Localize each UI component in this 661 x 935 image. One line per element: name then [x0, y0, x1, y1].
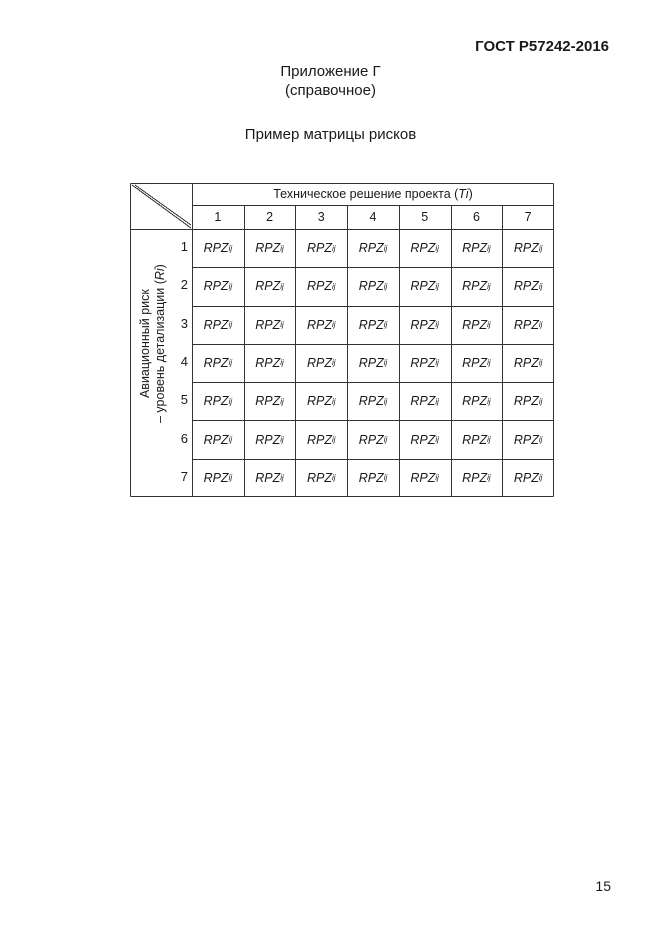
risk-cell-label: RPZ: [462, 432, 488, 447]
risk-cell-label: RPZ: [203, 241, 229, 256]
column-number: 1: [214, 210, 222, 224]
risk-cell-label: RPZ: [462, 279, 488, 294]
risk-cell-subscript: ij: [228, 435, 233, 445]
row-number: 4: [180, 354, 188, 369]
risk-cell-label: RPZ: [255, 470, 281, 485]
risk-cell-subscript: ij: [435, 358, 439, 368]
column-group-header-suffix: ): [468, 187, 473, 201]
risk-cell-subscript: ij: [331, 435, 336, 445]
risk-cell: [244, 459, 296, 497]
risk-cell-subscript: ij: [435, 473, 439, 483]
risk-cell-subscript: ij: [383, 243, 388, 253]
risk-cell-subscript: ij: [228, 243, 233, 253]
risk-cell-label: RPZ: [255, 355, 281, 370]
risk-cell-label: RPZ: [513, 470, 539, 485]
risk-cell-label: RPZ: [306, 432, 332, 447]
row-number: 5: [180, 392, 188, 408]
risk-cell-label: RPZ: [462, 355, 488, 370]
risk-cell: [244, 344, 296, 382]
row-group-header-line2-suffix: ): [153, 264, 167, 269]
risk-cell: [347, 229, 399, 267]
risk-cell: [399, 306, 451, 344]
column-number: 4: [369, 210, 377, 224]
risk-cell: [295, 459, 347, 497]
risk-cell-label: RPZ: [513, 241, 539, 256]
risk-cell-subscript: ij: [435, 435, 439, 445]
column-number: 6: [472, 210, 480, 224]
risk-cell: [295, 229, 347, 267]
risk-cell-label: RPZ: [255, 279, 281, 294]
risk-cell-subscript: ij: [280, 396, 284, 406]
risk-cell-label: RPZ: [358, 279, 384, 294]
risk-cell-label: RPZ: [513, 317, 539, 332]
risk-cell: [244, 267, 296, 305]
risk-cell: [244, 382, 296, 420]
risk-cell-subscript: ij: [228, 358, 233, 368]
risk-cell-label: RPZ: [255, 394, 281, 409]
risk-cell-subscript: ij: [383, 396, 388, 406]
risk-cell-label: RPZ: [203, 432, 229, 447]
column-group-header-prefix: Техническое решение проекта (: [273, 187, 459, 201]
risk-cell: [502, 459, 554, 497]
risk-cell-label: RPZ: [410, 470, 436, 485]
risk-cell-label: RPZ: [358, 241, 384, 256]
corner-diagonal-line: [132, 185, 191, 228]
risk-cell-label: RPZ: [358, 317, 384, 332]
row-number: 6: [180, 430, 188, 446]
risk-cell-subscript: ij: [487, 473, 491, 483]
risk-cell: [192, 306, 244, 344]
risk-cell-subscript: ij: [331, 358, 336, 368]
risk-cell: [502, 306, 554, 344]
risk-cell: [451, 382, 503, 420]
risk-cell: [502, 344, 554, 382]
risk-cell-subscript: ij: [538, 320, 543, 330]
risk-cell: [399, 420, 451, 458]
risk-cell: [347, 267, 399, 305]
risk-cell: [347, 420, 399, 458]
risk-cell-subscript: ij: [383, 281, 388, 291]
document-standard-number: ГОСТ Р57242-2016: [475, 38, 609, 55]
risk-cell-subscript: ij: [331, 473, 336, 483]
risk-matrix-table: [130, 183, 554, 497]
risk-cell-subscript: ij: [383, 320, 388, 330]
risk-cell: [192, 344, 244, 382]
column-number: 7: [524, 210, 532, 224]
risk-cell: [347, 306, 399, 344]
risk-cell-label: RPZ: [358, 394, 384, 409]
risk-cell-subscript: ij: [383, 473, 388, 483]
risk-cell: [502, 267, 554, 305]
risk-cell-label: RPZ: [255, 241, 281, 256]
risk-cell: [502, 382, 554, 420]
risk-cell-subscript: ij: [383, 358, 388, 368]
row-number: 1: [180, 239, 188, 255]
row-number: 2: [180, 277, 188, 293]
risk-cell-subscript: ij: [538, 281, 543, 291]
risk-cell-label: RPZ: [358, 355, 384, 370]
risk-cell-label: RPZ: [255, 317, 281, 332]
risk-cell-subscript: ij: [435, 320, 439, 330]
risk-cell-subscript: ij: [538, 435, 543, 445]
risk-cell-subscript: ij: [331, 396, 336, 406]
risk-cell-subscript: ij: [538, 473, 543, 483]
risk-cell-label: RPZ: [306, 241, 332, 256]
risk-cell: [451, 420, 503, 458]
risk-cell-label: RPZ: [306, 394, 332, 409]
risk-cell-label: RPZ: [358, 470, 384, 485]
risk-cell-subscript: ij: [280, 473, 284, 483]
column-number: 2: [266, 210, 274, 224]
risk-cell-label: RPZ: [203, 317, 229, 332]
risk-cell-label: RPZ: [410, 432, 436, 447]
risk-cell: [192, 229, 244, 267]
risk-cell: [295, 267, 347, 305]
risk-cell: [244, 420, 296, 458]
risk-cell: [399, 344, 451, 382]
risk-cell: [347, 459, 399, 497]
risk-cell: [347, 344, 399, 382]
risk-cell-subscript: ij: [331, 320, 336, 330]
risk-cell-subscript: ij: [383, 435, 388, 445]
risk-cell-label: RPZ: [513, 394, 539, 409]
risk-cell-label: RPZ: [203, 355, 229, 370]
row-group-header: [138, 264, 168, 423]
risk-cell: [502, 229, 554, 267]
row-group-header-line2-variable: Ri: [153, 268, 167, 281]
risk-cell-subscript: ij: [228, 396, 233, 406]
risk-cell-subscript: ij: [280, 320, 284, 330]
risk-cell: [399, 382, 451, 420]
risk-cell-label: RPZ: [462, 470, 488, 485]
risk-cell-label: RPZ: [306, 279, 332, 294]
risk-cell: [244, 306, 296, 344]
risk-cell-subscript: ij: [538, 396, 543, 406]
row-number: 7: [180, 468, 188, 484]
row-group-header-line2-prefix: – уровень детализации (: [153, 280, 167, 423]
appendix-note: (справочное): [285, 82, 376, 99]
risk-cell-label: RPZ: [513, 355, 539, 370]
row-group-header-line2: [153, 264, 168, 423]
risk-cell-label: RPZ: [410, 317, 436, 332]
risk-cell-subscript: ij: [280, 281, 284, 291]
corner-diagonal-line: [135, 185, 191, 225]
risk-cell-label: RPZ: [203, 394, 229, 409]
risk-cell-subscript: ij: [435, 396, 439, 406]
risk-cell: [347, 382, 399, 420]
risk-cell: [451, 459, 503, 497]
risk-cell-label: RPZ: [462, 317, 488, 332]
risk-cell-label: RPZ: [306, 317, 332, 332]
risk-cell-subscript: ij: [487, 243, 491, 253]
risk-cell-label: RPZ: [203, 470, 229, 485]
risk-cell-subscript: ij: [228, 320, 233, 330]
risk-cell-subscript: ij: [280, 358, 284, 368]
column-number: 3: [317, 210, 325, 224]
risk-cell: [451, 344, 503, 382]
column-group-header-variable: Ti: [458, 187, 469, 201]
risk-cell-label: RPZ: [410, 241, 436, 256]
risk-cell-subscript: ij: [487, 320, 491, 330]
risk-cell: [192, 420, 244, 458]
risk-cell-subscript: ij: [435, 243, 439, 253]
risk-cell-subscript: ij: [487, 396, 491, 406]
risk-cell-label: RPZ: [306, 470, 332, 485]
risk-cell: [399, 267, 451, 305]
risk-cell: [451, 306, 503, 344]
risk-cell-label: RPZ: [513, 432, 539, 447]
risk-cell-subscript: ij: [331, 243, 336, 253]
risk-cell-label: RPZ: [203, 279, 229, 294]
row-group-header-line1: Авиационный риск: [138, 289, 152, 399]
risk-cell: [192, 382, 244, 420]
risk-cell-subscript: ij: [280, 435, 284, 445]
column-group-header: [192, 183, 554, 205]
risk-cell-subscript: ij: [228, 473, 233, 483]
risk-cell-label: RPZ: [358, 432, 384, 447]
row-number: 3: [180, 315, 188, 331]
risk-cell: [244, 229, 296, 267]
risk-cell: [451, 267, 503, 305]
risk-cell: [399, 229, 451, 267]
risk-cell: [295, 420, 347, 458]
risk-cell-subscript: ij: [538, 243, 543, 253]
risk-cell: [295, 306, 347, 344]
risk-cell-label: RPZ: [410, 355, 436, 370]
risk-cell: [192, 459, 244, 497]
risk-cell-label: RPZ: [462, 241, 488, 256]
risk-cell-subscript: ij: [331, 281, 336, 291]
risk-cell-subscript: ij: [487, 281, 491, 291]
risk-cell: [192, 267, 244, 305]
risk-cell-subscript: ij: [435, 281, 439, 291]
risk-cell: [295, 382, 347, 420]
column-number: 5: [421, 210, 429, 224]
risk-cell-subscript: ij: [487, 358, 491, 368]
risk-cell: [295, 344, 347, 382]
risk-cell-subscript: ij: [487, 435, 491, 445]
risk-cell-label: RPZ: [410, 279, 436, 294]
risk-cell-label: RPZ: [410, 394, 436, 409]
risk-cell-subscript: ij: [280, 243, 284, 253]
risk-cell: [451, 229, 503, 267]
risk-cell-label: RPZ: [255, 432, 281, 447]
risk-cell-subscript: ij: [538, 358, 543, 368]
risk-cell-label: RPZ: [306, 355, 332, 370]
page-number: 15: [595, 878, 611, 894]
page-title: Пример матрицы рисков: [244, 126, 417, 143]
appendix-heading: [0, 62, 661, 100]
appendix-title: Приложение Г: [280, 63, 381, 80]
risk-cell-label: RPZ: [462, 394, 488, 409]
risk-cell-subscript: ij: [228, 281, 233, 291]
risk-cell-label: RPZ: [513, 279, 539, 294]
risk-cell: [502, 420, 554, 458]
risk-cell: [399, 459, 451, 497]
